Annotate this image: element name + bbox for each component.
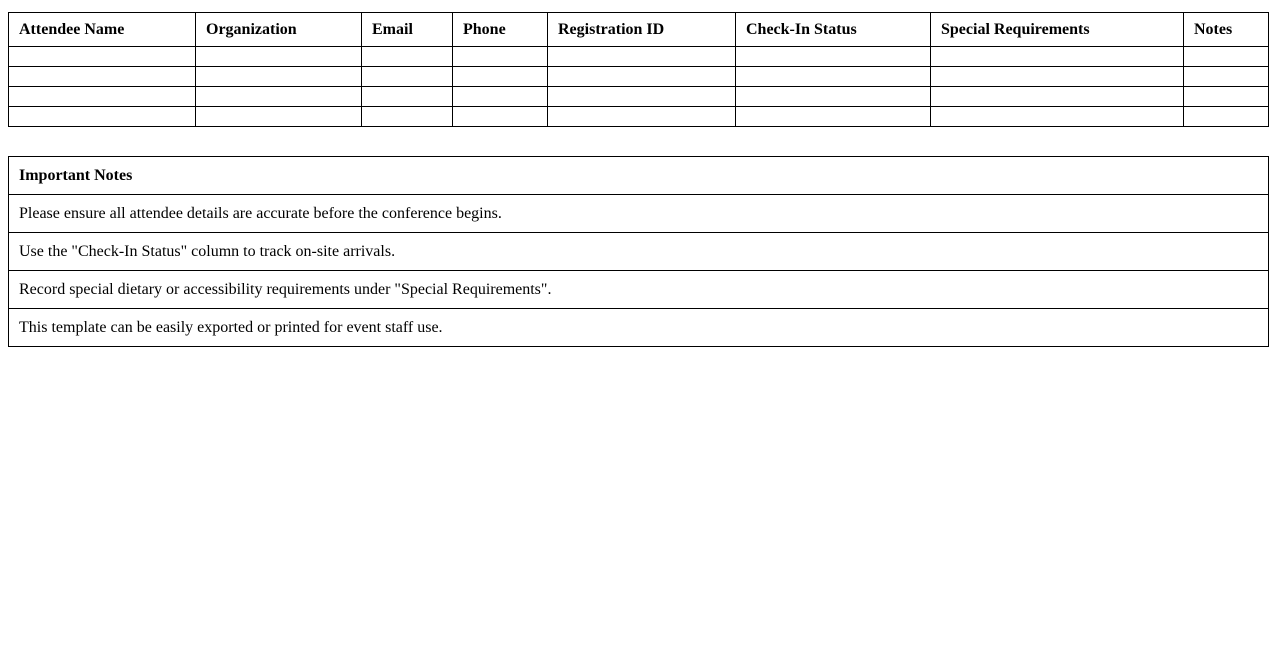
empty-cell xyxy=(9,67,196,87)
column-header-phone: Phone xyxy=(453,13,548,47)
empty-cell xyxy=(362,107,453,127)
note-text: Use the "Check-In Status" column to track on-site arrivals. xyxy=(9,233,1269,271)
empty-cell xyxy=(196,47,362,67)
column-header-organization: Organization xyxy=(196,13,362,47)
notes-table-title: Important Notes xyxy=(9,157,1269,195)
empty-cell xyxy=(931,47,1184,67)
important-notes-table xyxy=(8,156,1269,347)
empty-cell xyxy=(1184,47,1269,67)
attendee-empty-row xyxy=(9,47,1269,67)
note-row xyxy=(9,233,1269,271)
empty-cell xyxy=(548,107,736,127)
attendee-empty-row xyxy=(9,87,1269,107)
empty-cell xyxy=(931,67,1184,87)
empty-cell xyxy=(453,67,548,87)
empty-cell xyxy=(1184,87,1269,107)
column-header-check-in-status: Check-In Status xyxy=(736,13,931,47)
notes-header-row xyxy=(9,157,1269,195)
column-header-registration-id: Registration ID xyxy=(548,13,736,47)
note-row xyxy=(9,271,1269,309)
column-header-email: Email xyxy=(362,13,453,47)
empty-cell xyxy=(736,67,931,87)
attendee-registration-table xyxy=(8,12,1269,127)
empty-cell xyxy=(196,67,362,87)
empty-cell xyxy=(9,107,196,127)
column-header-notes: Notes xyxy=(1184,13,1269,47)
empty-cell xyxy=(931,107,1184,127)
note-row xyxy=(9,195,1269,233)
empty-cell xyxy=(548,67,736,87)
empty-cell xyxy=(362,47,453,67)
empty-cell xyxy=(736,87,931,107)
empty-cell xyxy=(453,107,548,127)
empty-cell xyxy=(9,87,196,107)
empty-cell xyxy=(453,87,548,107)
empty-cell xyxy=(931,87,1184,107)
column-header-attendee-name: Attendee Name xyxy=(9,13,196,47)
empty-cell xyxy=(1184,107,1269,127)
attendee-empty-row xyxy=(9,67,1269,87)
empty-cell xyxy=(9,47,196,67)
note-text: Please ensure all attendee details are accurate before the conference begins. xyxy=(9,195,1269,233)
note-text: This template can be easily exported or printed for event staff use. xyxy=(9,309,1269,347)
empty-cell xyxy=(362,87,453,107)
empty-cell xyxy=(453,47,548,67)
empty-cell xyxy=(736,107,931,127)
empty-cell xyxy=(736,47,931,67)
note-row xyxy=(9,309,1269,347)
empty-cell xyxy=(1184,67,1269,87)
empty-cell xyxy=(196,87,362,107)
empty-cell xyxy=(362,67,453,87)
empty-cell xyxy=(548,87,736,107)
empty-cell xyxy=(196,107,362,127)
attendee-table-header-row xyxy=(9,13,1269,47)
attendee-empty-row xyxy=(9,107,1269,127)
note-text: Record special dietary or accessibility requirements under "Special Requirements". xyxy=(9,271,1269,309)
empty-cell xyxy=(548,47,736,67)
column-header-special-requirements: Special Requirements xyxy=(931,13,1184,47)
